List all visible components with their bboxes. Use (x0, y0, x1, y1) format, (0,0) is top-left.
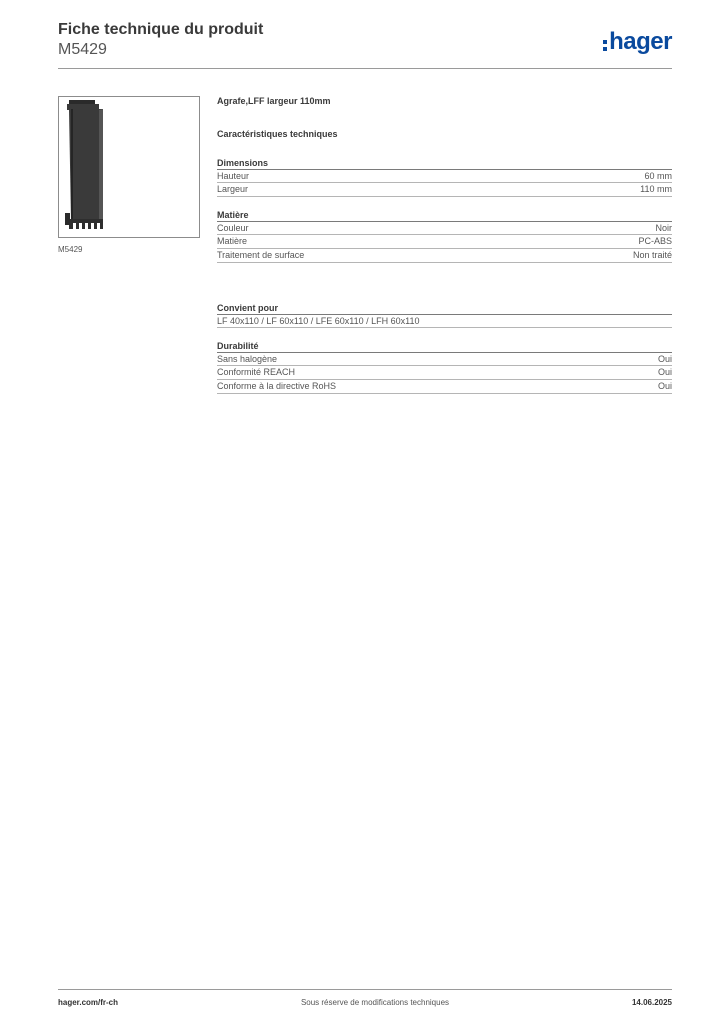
spec-value: Oui (657, 367, 672, 377)
footer-disclaimer: Sous réserve de modifications techniques (300, 998, 450, 1007)
footer-date: 14.06.2025 (631, 998, 672, 1007)
spec-value: 60 mm (644, 171, 672, 181)
spec-content (217, 95, 672, 394)
document-footer (58, 998, 672, 1007)
header-divider (58, 68, 672, 69)
spec-value: PC-ABS (638, 236, 672, 246)
spec-label: Matière (217, 236, 248, 246)
section-title-durabilite: Durabilité (217, 341, 259, 351)
document-header (58, 20, 672, 60)
spec-label: Conforme à la directive RoHS (217, 381, 337, 391)
spec-value: Non traité (632, 250, 672, 260)
spec-label: Sans halogène (217, 354, 278, 364)
spec-row (217, 249, 672, 263)
footer-website-link[interactable]: hager.com/fr-ch (58, 998, 119, 1007)
product-reference: M5429 (58, 41, 107, 58)
spec-label: Conformité REACH (217, 367, 296, 377)
product-clip-image (59, 97, 199, 237)
compatible-products: LF 40x110 / LF 60x110 / LFE 60x110 / LFH 60x110 (217, 316, 420, 326)
spec-row (217, 366, 672, 380)
hager-logo (603, 28, 672, 56)
section-title-convient: Convient pour (217, 303, 278, 313)
spec-value: Noir (655, 223, 672, 233)
spec-label: Largeur (217, 184, 249, 194)
section-title-matiere: Matière (217, 210, 249, 220)
page-title: Fiche technique du produit (58, 21, 264, 38)
spec-label: Traitement de surface (217, 250, 305, 260)
spec-row (217, 221, 672, 235)
spec-row (217, 352, 672, 366)
spec-label: Hauteur (217, 171, 250, 181)
product-name: Agrafe,LFF largeur 110mm (217, 96, 331, 106)
spec-value: 110 mm (640, 184, 672, 194)
spec-row (217, 183, 672, 197)
spec-value: Oui (657, 354, 672, 364)
logo-text: hager (609, 28, 672, 55)
image-caption: M5429 (58, 245, 83, 254)
section-title-dimensions: Dimensions (217, 158, 269, 168)
spec-value: Oui (657, 381, 672, 391)
spec-row (217, 169, 672, 183)
specs-heading: Caractéristiques techniques (217, 129, 338, 139)
spec-row (217, 235, 672, 249)
spec-label: Couleur (217, 223, 249, 233)
footer-divider (58, 989, 672, 990)
logo-dots-icon (603, 40, 607, 51)
spec-row (217, 380, 672, 394)
product-image-frame (58, 96, 200, 238)
spec-row (217, 314, 672, 328)
